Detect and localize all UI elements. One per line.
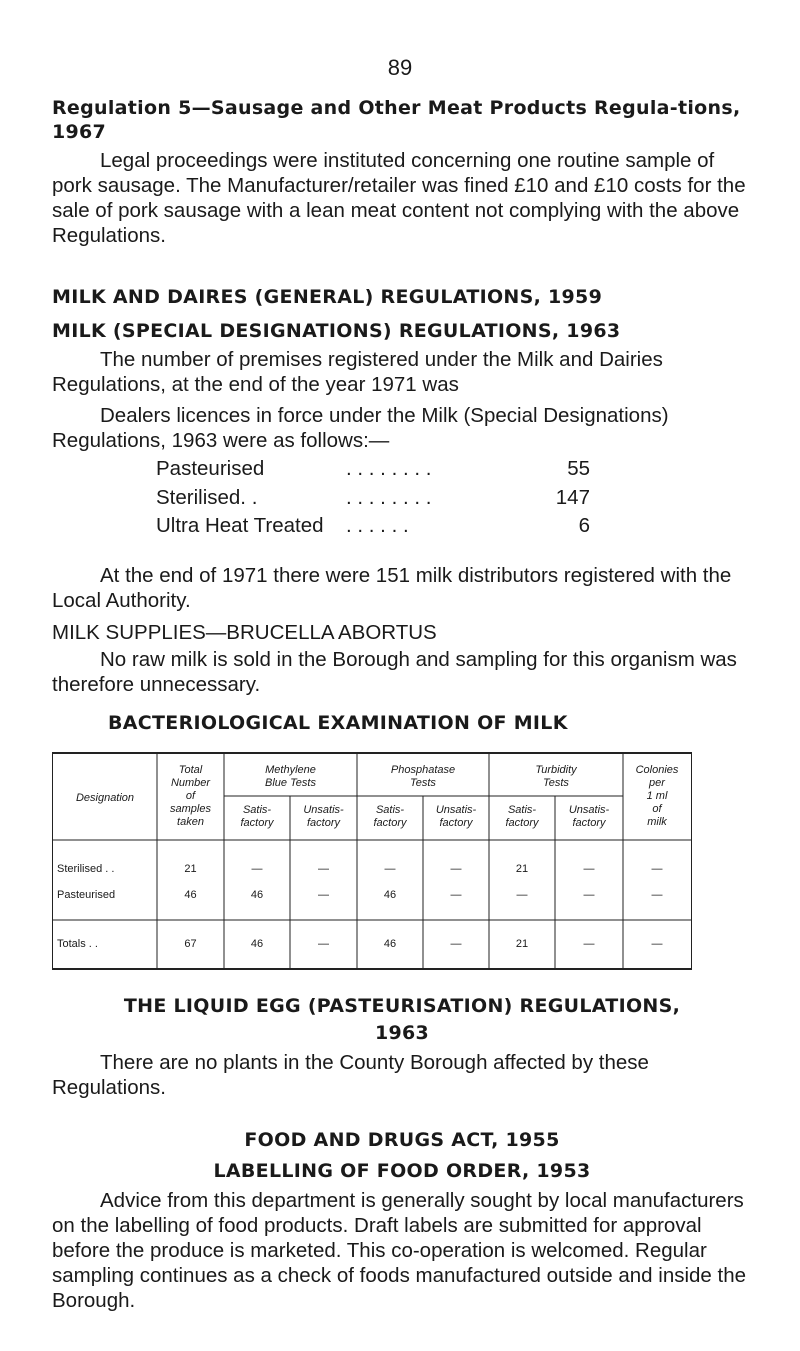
page-number: 89: [387, 55, 413, 80]
header-turbidity: Turbidity Tests: [535, 764, 577, 789]
header-total: Total Number of samples taken: [170, 764, 211, 828]
liquid-egg-heading: THE LIQUID EGG (PASTEURISATION) REGULATIONS,: [123, 995, 681, 1017]
header-methylene-satisfactory: Satis- factory: [240, 804, 274, 829]
table-cell: —: [251, 863, 263, 875]
table-cell: —: [450, 938, 462, 950]
table-row-pasteurised-label: Pasteurised: [57, 889, 116, 901]
table-row-sterilised-label: Sterilised . .: [57, 863, 115, 875]
table-cell: —: [318, 889, 329, 901]
licence-value-uht: 6: [578, 514, 590, 537]
table-cell: —: [384, 863, 396, 875]
table-cell: 46: [250, 889, 264, 901]
licence-label-pasteurised: Pasteurised: [156, 457, 265, 480]
labelling-body: Advice from this department is generally sought by local manufacturers on the labelling of food products. Draft labels are submitted for approval before the produce is marketed. This co-operation is welcomed. Regular sampling continues as a check of foods manufactured outside and inside the Borough.: [52, 1189, 747, 1312]
header-phosphatase-unsatisfactory: Unsatis- factory: [435, 804, 477, 829]
table-row-totals-label: Totals . .: [57, 938, 98, 950]
header-phosphatase-satisfactory: Satis- factory: [373, 804, 407, 829]
table-cell: —: [651, 938, 663, 950]
licence-label-uht: Ultra Heat Treated: [156, 514, 324, 537]
licence-dots-sterilised: . . . . . . . .: [346, 486, 432, 509]
licence-dots-uht: . . . . . .: [346, 514, 409, 537]
header-phosphatase: Phosphatase Tests: [390, 764, 456, 789]
liquid-egg-body: There are no plants in the County Borough affected by these Regulations.: [52, 1051, 649, 1099]
licence-label-sterilised: Sterilised. .: [156, 486, 258, 509]
food-drugs-heading: FOOD AND DRUGS ACT, 1955: [244, 1129, 560, 1151]
header-designation: Designation: [75, 792, 135, 804]
table-cell: 21: [184, 863, 197, 875]
header-turbidity-unsatisfactory: Unsatis- factory: [568, 804, 610, 829]
sausage-regulation-heading: Regulation 5—Sausage and Other Meat Products Regula-tions, 1967: [52, 97, 741, 143]
table-cell: —: [516, 889, 528, 901]
premises-registered-text: The number of premises registered under the Milk and Dairies Regulations, at the end of the year 1971 was: [52, 348, 663, 396]
licence-dots-pasteurised: . . . . . . . .: [346, 457, 432, 480]
milk-dairies-heading: MILK AND DAIRES (GENERAL) REGULATIONS, 1959: [52, 286, 603, 308]
table-cell: —: [651, 889, 663, 901]
bacteriological-heading: BACTERIOLOGICAL EXAMINATION OF MILK: [108, 712, 568, 734]
liquid-egg-heading-year: 1963: [374, 1022, 430, 1044]
brucella-body: No raw milk is sold in the Borough and sampling for this organism was therefore unnecessary.: [52, 648, 737, 696]
table-cell: —: [583, 863, 595, 875]
table-cell: —: [450, 863, 462, 875]
table-cell: —: [318, 863, 329, 875]
table-cell: —: [318, 938, 329, 950]
milk-designations-heading: MILK (SPECIAL DESIGNATIONS) REGULATIONS, 1963: [52, 320, 621, 342]
table-cell: —: [583, 938, 595, 950]
table-cell: 46: [383, 938, 397, 950]
table-cell: 46: [250, 938, 264, 950]
distributors-text: At the end of 1971 there were 151 milk distributors registered with the Local Authority.: [52, 564, 732, 612]
bacteriological-table: [52, 752, 692, 970]
licence-value-sterilised: 147: [555, 486, 590, 509]
table-cell: 46: [383, 889, 397, 901]
sausage-regulation-body: Legal proceedings were instituted concerning one routine sample of pork sausage. The Manufacturer/retailer was fined £10 and £10 costs for the sale of pork sausage with a lean meat content not complying with the above Regulations.: [52, 149, 746, 247]
table-cell: 21: [515, 863, 529, 875]
licence-value-pasteurised: 55: [567, 457, 590, 480]
table-cell: 67: [184, 938, 197, 950]
table-cell: —: [651, 863, 663, 875]
header-methylene-unsatisfactory: Unsatis- factory: [303, 804, 344, 829]
table-cell: —: [583, 889, 595, 901]
header-turbidity-satisfactory: Satis- factory: [505, 804, 539, 829]
labelling-heading: LABELLING OF FOOD ORDER, 1953: [213, 1160, 591, 1182]
table-cell: —: [450, 889, 462, 901]
header-methylene: Methylene Blue Tests: [265, 764, 316, 789]
table-cell: 46: [184, 889, 197, 901]
dealers-licences-text: Dealers licences in force under the Milk (Special Designations) Regulations, 1963 were as follows:—: [52, 404, 669, 452]
brucella-heading: MILK SUPPLIES—BRUCELLA ABORTUS: [52, 621, 437, 644]
header-colonies: Colonies per 1 ml of milk: [635, 764, 679, 828]
table-cell: 21: [515, 938, 529, 950]
